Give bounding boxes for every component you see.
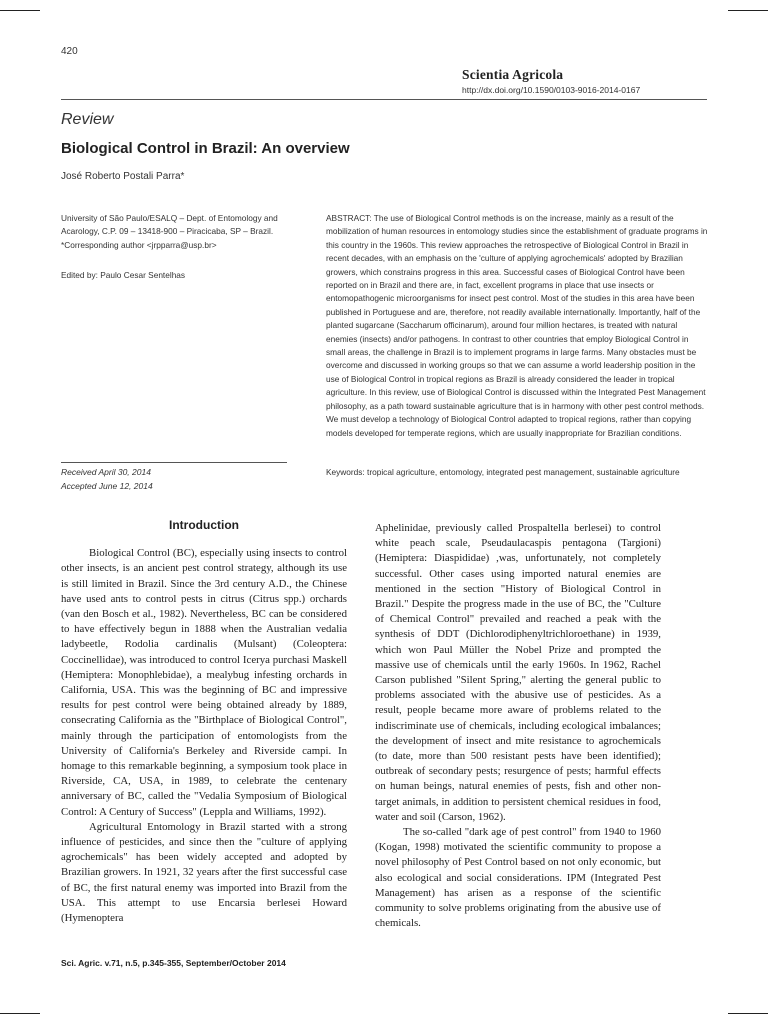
affiliation: University of São Paulo/ESALQ – Dept. of Entomology and Acarology, C.P. 09 – 13418-900 – Piracicaba, SP – Brazil. bbox=[61, 213, 278, 237]
article-title: Biological Control in Brazil: An overview bbox=[61, 140, 350, 157]
footer-citation: Sci. Agric. v.71, n.5, p.345-355, September/October 2014 bbox=[61, 958, 286, 968]
paragraph: Aphelinidae, previously called Prospaltella berlesei) to control white peach scale, Pseudaulacaspis pentagona (Targioni) (Hemiptera: Diaspididae) ,was, unfortunately, not completely successful. Other cases using imported natural enemies are mentioned in the section "History of Biological Control in Brazil." Despite the progress made in the use of BC, the "Culture of Chemical Control" prevailed and reached a peak with the synthesis of DDT (Dichlorodiphenyltrichloroethane) in 1939, which won Paul Müller the Nobel Prize and prompted the massive use of chemicals until the early 1960s. In 1962, Rachel Carson published "Silent Spring," alerting the general public to problems associated with the abusive use of pesticides. As a result, people became more aware of problems related to the indiscriminate use of chemicals, including ecological imbalances; the development of insect and mite resistance to agrochemicals (to date, more than 500 resistant pests have been identified); outbreak of secondary pests; resurgence of pests; harmful effects on human beings, natural enemies of pests, fish and other non-target animals, in addition to persistent chemical residues in food, water and soil (Carson, 1962). bbox=[375, 522, 661, 823]
paragraph: The so-called "dark age of pest control" from 1940 to 1960 (Kogan, 1998) motivated the scientific community to propose a novel philosophy of Pest Control based on not only economic, but also ecological and social considerations. IPM (Integrated Pest Management) has arisen as a response of the scientific community to solve problems originating from the abusive use of chemicals. bbox=[375, 826, 661, 930]
section-heading-introduction: Introduction bbox=[169, 518, 239, 532]
crop-mark bbox=[0, 10, 40, 11]
received-date: Received April 30, 2014 bbox=[61, 467, 151, 477]
paragraph: Biological Control (BC), especially using insects to control other insects, is an ancient pest control strategy, although its use is still limited in Brazil. Since the 3rd century A.D., the Chinese have used ants to control pests in citrus (Citrus spp.) orchards (van den Bosch et al., 1982). Nevertheless, BC can be considered to have effectively begun in 1888 when the Australian vedalia ladybeetle, Rodolia cardinalis (Mulsant) (Coleoptera: Coccinellidae), was introduced to control Icerya purchasi Maskell (Hemiptera: Monophlebidae), a mealybug infesting orchards in California, USA. This was the beginning of BC and impressive results for pest control were being obtained already by 1889, consecrating California as the "Birthplace of Biological Control", mainly through the participation of entomologists from the University of California's Berkeley and Riverside campi. In homage to this remarkable beginning, a symposium took place in Riverside, CA, USA, in 1989, to celebrate the centenary anniversary of BC, called the "Vedalia Symposium of Biological Control: A Century of Success" (Leppla and Williams, 1992). bbox=[61, 547, 347, 818]
paragraph: Agricultural Entomology in Brazil started with a strong influence of pesticides, and since then the "culture of applying agrochemicals" has been widely accepted and adopted by Brazilian growers. In 1921, 32 years after the first successful case of BC, the first natural enemy was imported into Brazil from the USA. This attempt to use Encarsia berlesei Howard (Hymenoptera bbox=[61, 820, 347, 925]
body-column-right bbox=[375, 521, 661, 931]
corresponding-author: *Corresponding author <jrpparra@usp.br> bbox=[61, 239, 217, 250]
crop-mark bbox=[0, 1013, 40, 1014]
editor: Edited by: Paulo Cesar Sentelhas bbox=[61, 270, 186, 280]
accepted-date: Accepted June 12, 2014 bbox=[61, 481, 153, 491]
header-rule bbox=[61, 99, 707, 100]
abstract: ABSTRACT: The use of Biological Control methods is on the increase, mainly as a result of the mobilization of human resources in entomology studies since the establishment of graduate programs in this country in the 1960s. This review approaches the retrospective of Biological Control in Brazil in recent decades, with an emphasis on the 'culture of applying agrochemicals' adopted by Brazilian growers, which constrains progress in this area. Successful cases of Biological Control have been reported on in Brazil and there are, in fact, excellent programs in place that use insects or entomopathogenic microorganisms for insect pest control. Most of the studies in this area have been published in Portuguese and are, therefore, not readily available internationally. Importantly, half of the planted sugarcane (Saccharum officinarum), around four million hectares, is treated with natural enemies (insects) and/or pathogens. In contrast to other countries that employ Biological Control in small areas, the challenge in Brazil is to implement programs in large farms. Many obstacles must be overcome and discussed in working groups so that we can assume a world leadership position in the use of Biological Control in tropical regions as Brazil is already considered the leader in tropical agriculture. In this review, use of Biological Control is discussed within the Integrated Pest Management philosophy, as a path toward sustainable agriculture that is in harmony with other pest control methods. We must develop a technology of Biological Control adapted to tropical regions, rather than copying models developed for temperate regions, which are usually inappropriate for Brazilian conditions. bbox=[326, 213, 708, 438]
journal-name: Scientia Agricola bbox=[462, 67, 564, 82]
page-number: 420 bbox=[61, 46, 78, 57]
article-type: Review bbox=[61, 111, 114, 128]
crop-mark bbox=[728, 1013, 768, 1014]
dates-block bbox=[61, 465, 153, 493]
author-name: José Roberto Postali Parra* bbox=[61, 171, 185, 182]
doi-link[interactable]: http://dx.doi.org/10.1590/0103-9016-2014-0167 bbox=[462, 85, 641, 95]
crop-mark bbox=[728, 10, 768, 11]
affiliation-block bbox=[61, 212, 291, 252]
body-column-left bbox=[61, 518, 347, 926]
dates-rule bbox=[61, 462, 287, 463]
keywords: Keywords: tropical agriculture, entomology, integrated pest management, sustainable agriculture bbox=[326, 467, 680, 477]
